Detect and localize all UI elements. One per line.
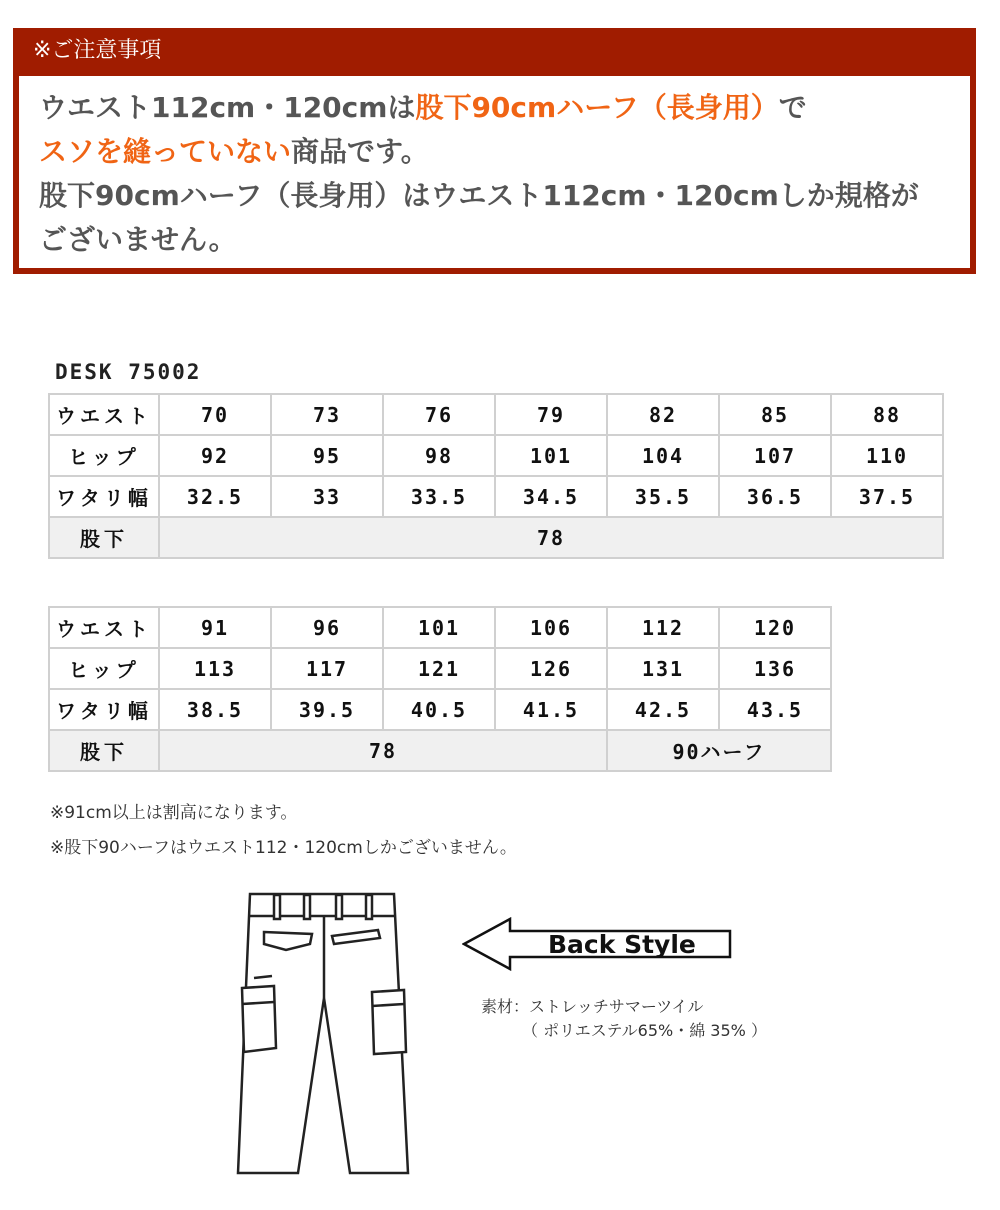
table-cell: 107 xyxy=(719,435,831,476)
notice-highlight: スソを縫っていない xyxy=(39,135,292,168)
notice-body xyxy=(19,76,970,268)
row-label-inseam: 股下 xyxy=(49,730,159,771)
notice-text: で xyxy=(778,91,807,124)
table-cell: 78 xyxy=(159,517,943,558)
notice-line-3: 股下90cmハーフ（長身用）はウエスト112cm・120cmしか規格が xyxy=(39,179,919,212)
row-label-hip: ヒップ xyxy=(49,648,159,689)
table-cell: 34.5 xyxy=(495,476,607,517)
table-cell: 92 xyxy=(159,435,271,476)
table-cell: 40.5 xyxy=(383,689,495,730)
table-cell: 110 xyxy=(831,435,943,476)
table-cell: 91 xyxy=(159,607,271,648)
table-cell: 101 xyxy=(383,607,495,648)
row-label-waist: ウエスト xyxy=(49,394,159,435)
table-cell: 70 xyxy=(159,394,271,435)
table-cell: 42.5 xyxy=(607,689,719,730)
row-label-thigh: ワタリ幅 xyxy=(49,689,159,730)
row-label-inseam: 股下 xyxy=(49,517,159,558)
table-cell: 85 xyxy=(719,394,831,435)
table-cell: 121 xyxy=(383,648,495,689)
table-row xyxy=(49,689,831,730)
table-cell: 78 xyxy=(159,730,607,771)
material-name: 素材：ストレッチサマーツイル xyxy=(481,997,704,1016)
table-cell: 101 xyxy=(495,435,607,476)
table-cell: 32.5 xyxy=(159,476,271,517)
table-cell: 38.5 xyxy=(159,689,271,730)
row-label-hip: ヒップ xyxy=(49,435,159,476)
table-cell: 33.5 xyxy=(383,476,495,517)
notice-line-4: ございません。 xyxy=(39,223,237,256)
table-cell: 95 xyxy=(271,435,383,476)
table-cell: 37.5 xyxy=(831,476,943,517)
table-cell: 39.5 xyxy=(271,689,383,730)
notice-line-2 xyxy=(39,130,970,174)
notice-highlight: 股下90cmハーフ（長身用） xyxy=(415,91,779,124)
table-cell: 131 xyxy=(607,648,719,689)
material-composition: （ ポリエステル65%・綿 35% ） xyxy=(522,1021,767,1040)
table-cell: 96 xyxy=(271,607,383,648)
table-cell: 112 xyxy=(607,607,719,648)
size-table-large xyxy=(48,606,832,772)
table-cell: 106 xyxy=(495,607,607,648)
table-row-inseam xyxy=(49,730,831,771)
table-cell: 126 xyxy=(495,648,607,689)
pants-back-illustration xyxy=(232,890,432,1178)
table-cell: 136 xyxy=(719,648,831,689)
note-surcharge: ※91cm以上は割高になります。 xyxy=(50,803,298,823)
table-cell: 90ハーフ xyxy=(607,730,831,771)
table-cell: 73 xyxy=(271,394,383,435)
model-number: DESK 75002 xyxy=(55,360,202,384)
notice-text: ウエスト112cm・120cmは xyxy=(39,91,416,124)
table-cell: 120 xyxy=(719,607,831,648)
table-cell: 79 xyxy=(495,394,607,435)
table-cell: 104 xyxy=(607,435,719,476)
notice-text: 商品です。 xyxy=(291,135,429,168)
table-row xyxy=(49,394,943,435)
table-cell: 98 xyxy=(383,435,495,476)
table-row xyxy=(49,607,831,648)
table-cell: 82 xyxy=(607,394,719,435)
table-cell: 36.5 xyxy=(719,476,831,517)
back-style-label: Back Style xyxy=(548,930,696,959)
row-label-waist: ウエスト xyxy=(49,607,159,648)
table-cell: 43.5 xyxy=(719,689,831,730)
size-table-regular xyxy=(48,393,944,559)
table-row xyxy=(49,648,831,689)
table-cell: 35.5 xyxy=(607,476,719,517)
table-cell: 113 xyxy=(159,648,271,689)
notice-heading: ※ご注意事項 xyxy=(33,38,162,63)
notice-box xyxy=(13,28,976,274)
table-cell: 117 xyxy=(271,648,383,689)
table-row-inseam xyxy=(49,517,943,558)
table-cell: 88 xyxy=(831,394,943,435)
row-label-thigh: ワタリ幅 xyxy=(49,476,159,517)
note-inseam: ※股下90ハーフはウエスト112・120cmしかございません。 xyxy=(50,838,517,858)
notice-line-1 xyxy=(39,86,970,130)
table-cell: 76 xyxy=(383,394,495,435)
table-row xyxy=(49,476,943,517)
table-cell: 33 xyxy=(271,476,383,517)
table-cell: 41.5 xyxy=(495,689,607,730)
table-row xyxy=(49,435,943,476)
